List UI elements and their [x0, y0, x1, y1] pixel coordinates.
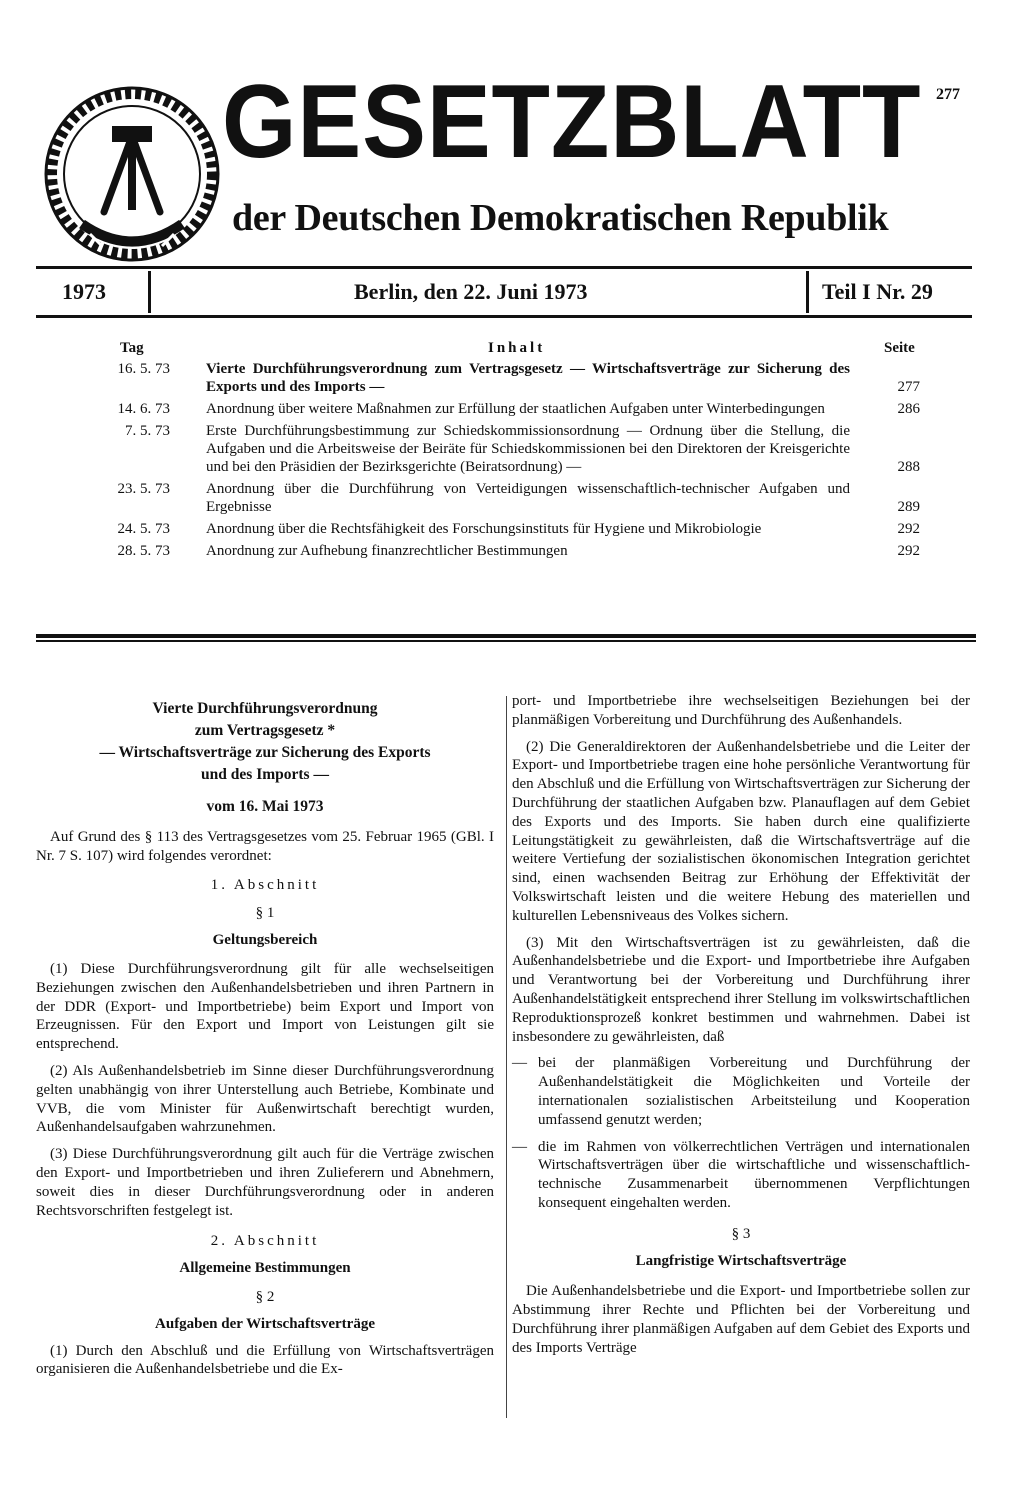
- section-rule: [36, 634, 976, 638]
- article-title-line: zum Vertragsgesetz *: [194, 722, 336, 739]
- toc-col-title: Inhalt: [488, 340, 546, 356]
- toc-page: 292: [897, 521, 920, 537]
- body-paragraph: (3) Diese Durchführungsverordnung gilt auch für die Verträge zwischen den Export- und Importbetrieben und ihren Zulieferern und Abnehmern, soweit dies in dieser Durchführungsverordnung oder in anderen Rechtsvorschriften festgelegt ist.: [36, 1146, 494, 1219]
- section-heading: 1. Abschnitt: [210, 876, 320, 893]
- info-bar-divider: [148, 271, 151, 313]
- toc-title: Anordnung über die Rechtsfähigkeit des Forschungsinstituts für Hygiene und Mikrobiologie: [206, 521, 762, 537]
- preamble: Auf Grund des § 113 des Vertragsgesetzes vom 25. Februar 1965 (GBl. I Nr. 7 S. 107) wird folgendes verordnet:: [36, 829, 494, 864]
- toc-page: 277: [897, 379, 920, 395]
- article-date: vom 16. Mai 1973: [206, 798, 324, 815]
- toc-row: [96, 422, 936, 476]
- toc-date: 7. 5. 73: [125, 423, 170, 439]
- toc-title: Anordnung über die Durchführung von Verteidigungen wissenschaftlich-technischer Aufgaben und Ergebnisse: [206, 481, 850, 515]
- toc-page: 292: [897, 543, 920, 559]
- toc-page: 286: [897, 401, 920, 417]
- list-item: [512, 1054, 970, 1129]
- list-item-text: die im Rahmen von völkerrechtlichen Verträgen und internationalen Wirtschaftsverträgen über die wirtschaftliche und wissenschaftlich-technische Zusammenarbeit übernommenen Verpflichtungen konsequent eingehalten werden.: [538, 1138, 970, 1211]
- toc-date: 23. 5. 73: [117, 481, 170, 497]
- right-column: [512, 692, 970, 1366]
- paragraph-title: Langfristige Wirtschaftsverträge: [635, 1252, 847, 1269]
- toc-page: 288: [897, 459, 920, 475]
- toc-row: [96, 520, 936, 538]
- section-title: Allgemeine Bestimmungen: [179, 1260, 351, 1277]
- toc-row: [96, 542, 936, 560]
- article-title-line: und des Imports —: [201, 766, 329, 783]
- section-rule: [36, 640, 976, 642]
- paragraph-number: § 3: [731, 1225, 751, 1242]
- page-number: 277: [936, 86, 960, 103]
- article-title-line: — Wirtschaftsverträge zur Sicherung des Exports: [99, 744, 431, 761]
- paragraph-title: Geltungsbereich: [212, 932, 318, 949]
- body-paragraph: port- und Importbetriebe ihre wechselseitigen Beziehungen bei der planmäßigen Vorbereitung und Durchführung des Außenhandels.: [512, 693, 970, 728]
- toc-page: 289: [897, 499, 920, 515]
- toc-date: 16. 5. 73: [117, 361, 170, 377]
- toc-row: [96, 480, 936, 516]
- bullet-dash: —: [512, 1055, 527, 1072]
- issue-part: Teil I Nr. 29: [822, 279, 933, 304]
- body-paragraph: (1) Diese Durchführungsverordnung gilt für alle wechselseitigen Beziehungen zwischen den Außenhandelsbetrieben und ihren Partnern in der DDR (Export- und Importbetriebe) beim Export und Import von Erzeugnissen. Für den Export und Import von Leistungen gilt sie entsprechend.: [36, 960, 494, 1053]
- toc-title: Anordnung über weitere Maßnahmen zur Erfüllung der staatlichen Aufgaben unter Winterbedingungen: [206, 401, 825, 417]
- left-column: [36, 698, 494, 1387]
- masthead-subtitle: der Deutschen Demokratischen Republik: [232, 197, 889, 239]
- body-paragraph: (2) Die Generaldirektoren der Außenhandelsbetriebe und die Leiter der Export- und Importbetriebe tragen eine hohe persönliche Verantwortung für den Abschluß und die Erfüllung von Wirtschaftsverträgen zur Sicherung der Durchführung der staatlichen Aufgaben bzw. Planauflagen auf dem Gebiet des Exports und des Imports. Sie haben durch eine qualifizierte Leitungstätigkeit zu gewährleisten, daß die Wirtschaftsverträge auf die weitere Vertiefung der sozialistischen ökonomischen Integration gerichtet sind, einen wachsenden Beitrag zur Erhöhung der Effektivität der Volkswirtschaft leisten und die weitere Hebung des materiellen und kulturellen Lebensniveaus des Volkes sichern.: [512, 738, 970, 924]
- info-bar-divider: [806, 271, 809, 313]
- toc-title: Erste Durchführungsbestimmung zur Schiedskommissionsordnung — Ordnung über die Stellung, die Aufgaben und die Arbeitsweise der Beiräte für Schiedskommissionen bei den Direktoren der Kreisgerichte und bei den Präsidien der Bezirksgerichte (Beiratsordnung) —: [206, 423, 850, 475]
- paragraph-number: § 2: [255, 1288, 275, 1305]
- toc-title: Anordnung zur Aufhebung finanzrechtlicher Bestimmungen: [206, 543, 568, 559]
- paragraph-title: Aufgaben der Wirtschaftsverträge: [155, 1315, 375, 1332]
- list-item: [512, 1138, 970, 1213]
- toc-date: 14. 6. 73: [117, 401, 170, 417]
- toc-col-page: Seite: [884, 340, 915, 356]
- body-paragraph: Die Außenhandelsbetriebe und die Export- und Importbetriebe sollen zur Abstimmung ihrer Rechte und Pflichten bei der Vorbereitung und Durchführung ihrer planmäßigen Aufgaben auf dem Gebiet des Exports und des Imports Verträge: [512, 1283, 970, 1356]
- column-divider: [506, 696, 507, 1418]
- issue-info-bar: [36, 266, 972, 318]
- article-title-line: Vierte Durchführungsverordnung: [152, 700, 378, 717]
- body-paragraph: (1) Durch den Abschluß und die Erfüllung von Wirtschaftsverträgen organisieren die Außenhandelsbetriebe und die Ex-: [36, 1342, 494, 1378]
- toc-date: 24. 5. 73: [117, 521, 170, 537]
- toc-row: [96, 400, 936, 418]
- section-heading: 2. Abschnitt: [210, 1233, 320, 1250]
- issue-place-date: Berlin, den 22. Juni 1973: [354, 279, 588, 304]
- toc-title: Vierte Durchführungsverordnung zum Vertragsgesetz — Wirtschaftsverträge zur Sicherung des Exports und des Imports —: [206, 361, 850, 395]
- bullet-dash: —: [512, 1138, 527, 1155]
- ddr-state-emblem-icon: [42, 84, 222, 264]
- issue-year: 1973: [62, 279, 106, 304]
- paragraph-number: § 1: [255, 905, 275, 922]
- toc-col-day: Tag: [120, 340, 144, 356]
- body-paragraph: (3) Mit den Wirtschaftsverträgen ist zu gewährleisten, daß die Außenhandelsbetriebe und die Export- und Importbetriebe ihre Aufgaben und Verantwortung bei der Vorbereitung und Durchführung ihrer Außenhandelstätigkeit entsprechend ihrer Stellung im volkswirtschaftlichen Reproduktionsprozeß konkret bestimmen und wahrnehmen. Dabei ist insbesondere zu gewährleisten, daß: [512, 934, 970, 1045]
- body-paragraph: (2) Als Außenhandelsbetrieb im Sinne dieser Durchführungsverordnung gelten unabhängig von ihrer Unterstellung auch Betriebe, Kombinate und VVB, die vom Minister für Außenwirtschaft berechtigt wurden, Außenhandelsaufgaben wahrzunehmen.: [36, 1062, 494, 1136]
- masthead-title: GESETZBLATT: [222, 64, 922, 180]
- toc-row: [96, 360, 936, 396]
- toc-date: 28. 5. 73: [117, 543, 170, 559]
- list-item-text: bei der planmäßigen Vorbereitung und Durchführung der Außenhandelstätigkeit die Möglichkeiten und Vorteile der internationalen sozialistischen Arbeitsteilung und Kooperation umfassend genutzt werden;: [538, 1055, 970, 1128]
- table-of-contents: [96, 360, 936, 564]
